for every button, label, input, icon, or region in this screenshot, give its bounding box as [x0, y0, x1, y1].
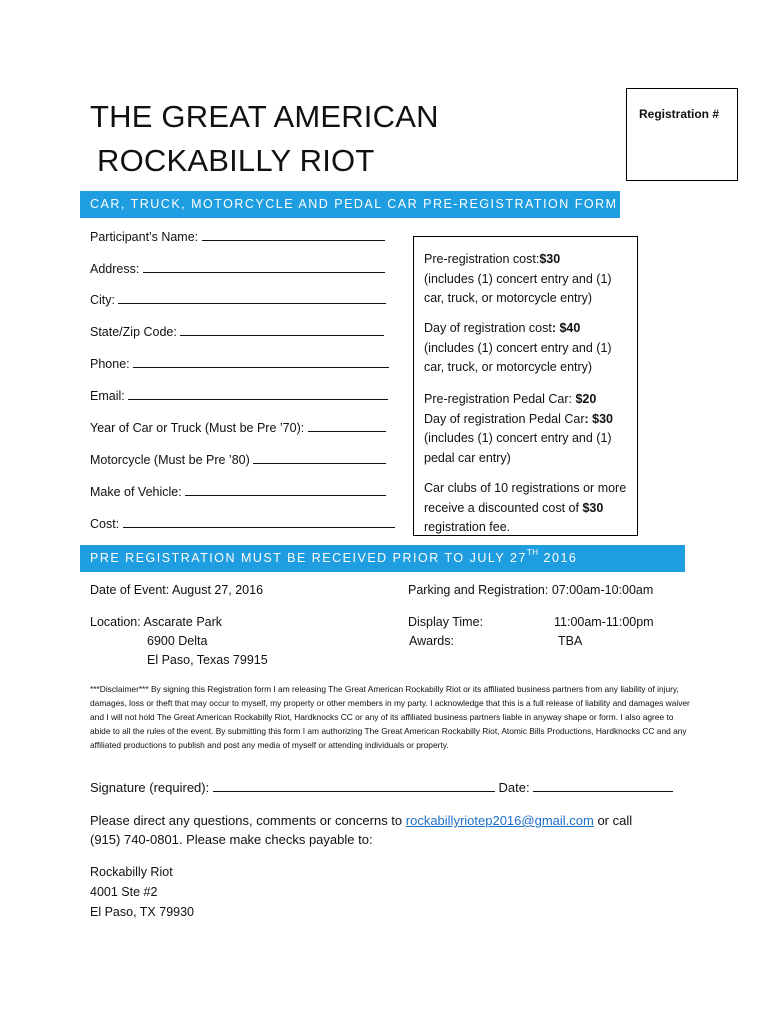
signature-line[interactable] [213, 780, 495, 792]
payee-address [90, 862, 194, 922]
pre-cost-note: (includes (1) concert entry and (1) car, truck, or motorcycle entry) [424, 271, 612, 305]
clubs-text: Car clubs of 10 registrations or more receive a discounted cost of [424, 481, 627, 515]
year-field[interactable] [90, 420, 386, 435]
state-zip-line[interactable] [180, 324, 384, 336]
cost-field[interactable] [90, 516, 395, 531]
registration-number-box[interactable] [626, 88, 738, 181]
pedal-note: (includes (1) concert entry and (1) pedal car entry) [424, 431, 612, 465]
car-club-discount [424, 479, 629, 538]
day-cost-note: (includes (1) concert entry and (1) car, truck, or motorcycle entry) [424, 340, 612, 374]
pricing-box [413, 236, 638, 536]
city-field[interactable] [90, 292, 386, 307]
email-field[interactable] [90, 388, 388, 403]
title-line-2: ROCKABILLY RIOT [97, 143, 375, 178]
motorcycle-label: Motorcycle (Must be Pre ’80) [90, 453, 250, 467]
day-cost-amount: : $40 [551, 321, 581, 335]
address-label: Address: [90, 262, 140, 276]
location-label: Location: Ascarate Park [90, 615, 223, 629]
payee-street: 4001 Ste #2 [90, 885, 158, 899]
city-label: City: [90, 293, 115, 307]
awards-label: Awards: [409, 634, 454, 648]
participant-name-field[interactable] [90, 229, 385, 244]
deadline-text: PRE REGISTRATION MUST BE RECEIVED PRIOR TO JULY 27 [90, 551, 527, 565]
address-field[interactable] [90, 261, 385, 276]
form-banner: CAR, TRUCK, MOTORCYCLE AND PEDAL CAR PRE-REGISTRATION FORM [80, 191, 620, 218]
pre-registration-cost [424, 250, 629, 309]
display-time-label: Display Time: [408, 615, 484, 629]
cost-label: Cost: [90, 517, 120, 531]
registration-number-label: Registration # [639, 107, 720, 121]
cost-line[interactable] [123, 516, 395, 528]
pedal-car-pricing [424, 390, 629, 468]
phone-line[interactable] [133, 356, 389, 368]
email-line[interactable] [128, 388, 388, 400]
contact-prefix: Please direct any questions, comments or concerns to [90, 813, 406, 828]
state-zip-label: State/Zip Code: [90, 325, 177, 339]
city-line[interactable] [118, 292, 386, 304]
pedal-pre-text: Pre-registration Pedal Car: [424, 392, 576, 406]
state-zip-field[interactable] [90, 324, 384, 339]
payee-name: Rockabilly Riot [90, 865, 173, 879]
pre-cost-amount: $30 [539, 252, 561, 266]
day-cost-text: Day of registration cost [424, 321, 552, 335]
location-city: El Paso, Texas 79915 [147, 653, 268, 667]
awards-value: TBA [558, 634, 583, 648]
phone-field[interactable] [90, 356, 389, 371]
pre-cost-text: Pre-registration cost: [424, 252, 540, 266]
clubs-amount: $30 [582, 500, 604, 515]
location-street: 6900 Delta [147, 634, 208, 648]
disclaimer: ***Disclaimer*** By signing this Registration form I am releasing The Great American Rockabilly Riot or its affiliated business partners from any liability of injury, damages, loss or theft that may occur to myself, my property or other members in my party. I acknowledge that this is a full release of liability and damages waiver and I will not hold The Great American Rockabilly Riot, Hardknocks CC or any of its affiliated business partners liable in anyway shape or form. I also agree to abide to all the rules of the event. By submitting this form I am authorizing The Great American Rockabilly Riot, Atomic Bills Productions, Hardknocks CC and any affiliated productions to publish and post any media of myself or attending individuals or property. [90, 684, 690, 750]
signature-label: Signature (required): [90, 780, 210, 795]
address-line[interactable] [143, 261, 385, 273]
payee-city: El Paso, TX 79930 [90, 905, 195, 919]
display-time-value: 11:00am-11:00pm [554, 615, 654, 629]
deadline-sup: TH [526, 548, 539, 557]
day-registration-cost [424, 319, 629, 378]
parking-registration-time: Parking and Registration: 07:00am-10:00am [408, 583, 654, 597]
date-label: Date: [498, 780, 530, 795]
year-line[interactable] [308, 420, 386, 432]
phone-label: Phone: [90, 357, 130, 371]
date-line[interactable] [533, 780, 673, 792]
pedal-day-text: Day of registration Pedal Car [424, 411, 585, 426]
make-line[interactable] [185, 484, 386, 496]
contact-email-link[interactable]: rockabillyriotep2016@gmail.com [405, 813, 594, 828]
signature-field[interactable] [90, 780, 673, 795]
contact-suffix: or call [593, 813, 633, 828]
participant-name-line[interactable] [202, 229, 385, 241]
pedal-pre-amount: $20 [575, 392, 597, 406]
make-label: Make of Vehicle: [90, 485, 182, 499]
clubs-suffix: registration fee. [424, 520, 511, 534]
title-line-1: THE GREAT AMERICAN [90, 99, 439, 134]
motorcycle-field[interactable] [90, 452, 386, 467]
participant-name-label: Participant’s Name: [90, 230, 199, 244]
pedal-day-amount: : $30 [584, 411, 613, 426]
year-label: Year of Car or Truck (Must be Pre ’70): [90, 421, 305, 435]
deadline-banner [80, 545, 685, 572]
contact-line-1 [90, 813, 632, 828]
make-field[interactable] [90, 484, 386, 499]
event-date: Date of Event: August 27, 2016 [90, 583, 264, 597]
email-label: Email: [90, 389, 125, 403]
motorcycle-line[interactable] [253, 452, 386, 464]
deadline-year: 2016 [538, 551, 578, 565]
contact-line-2: (915) 740-0801. Please make checks payable to: [90, 832, 373, 847]
